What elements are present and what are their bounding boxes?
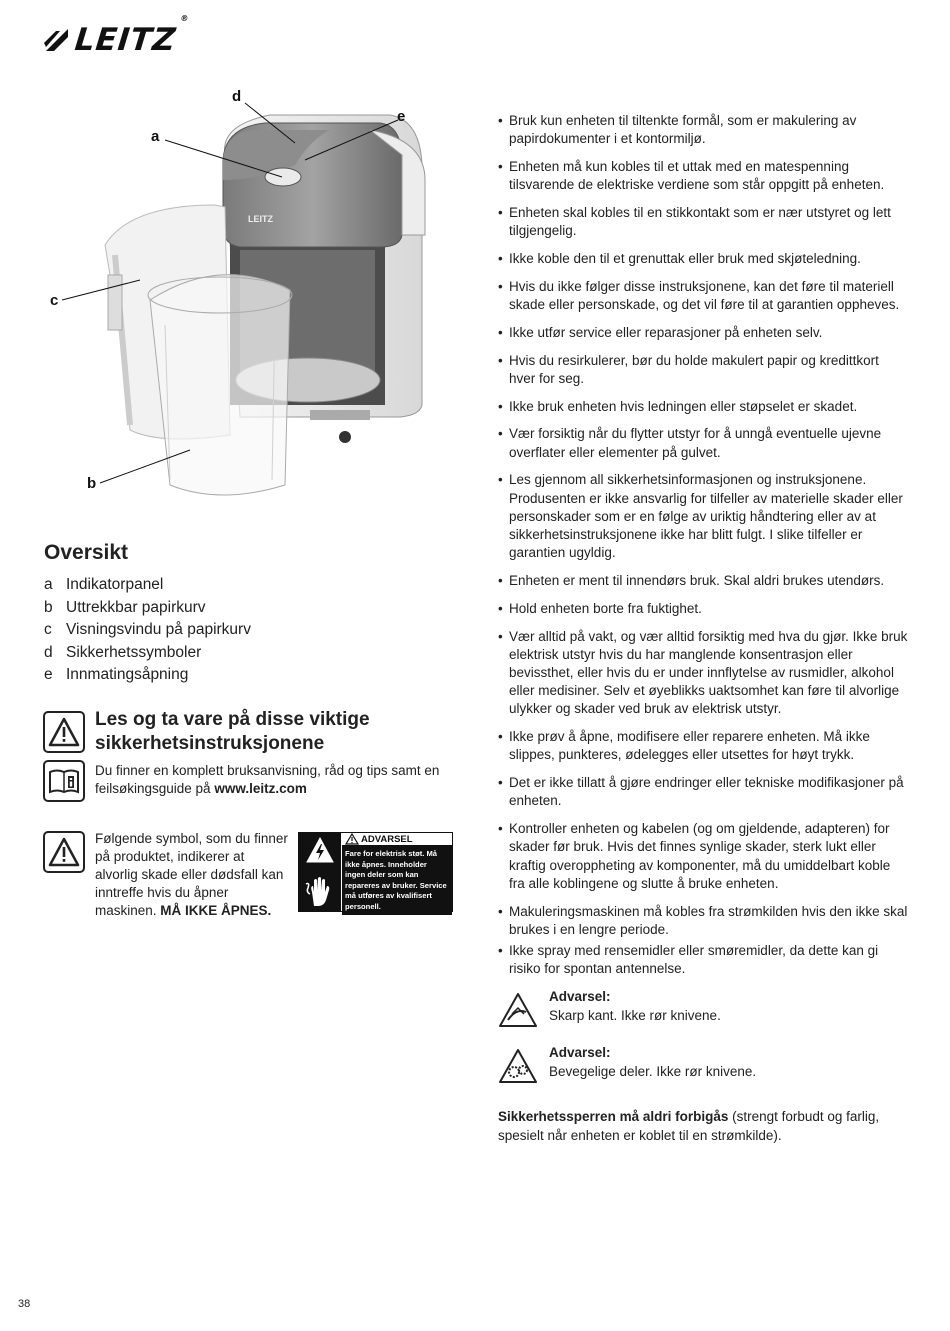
label-body: Fare for elektrisk støt. Må ikke åpnes. Inneholder ingen deler som kan repareres av bruker. Service må utføres av kvalifisert personell.: [342, 846, 452, 915]
read-manual-icon: [43, 760, 85, 802]
bullet-item: • Hvis du resirkulerer, bør du holde makulert papir og kredittkort hver for seg.: [498, 352, 908, 388]
shredder-drawing: [40, 85, 470, 505]
overview-list: [44, 574, 251, 687]
interlock-note: Sikkerhetssperren må aldri forbigås (strengt forbudt og farlig, spesielt når enheten er koblet til en strømkilde).: [498, 1109, 880, 1143]
safety-bullets: [498, 112, 908, 978]
leitz-logo-mark-icon: [42, 25, 72, 55]
safety-heading: Les og ta vare på disse viktige sikkerhetsinstruksjonene: [95, 709, 370, 754]
bullet-item: • Ikke utfør service eller reparasjoner på enheten selv.: [498, 324, 908, 342]
symbol-text: Følgende symbol, som du finner på produktet, indikerer at alvorlig skade eller dødsfall kan inntreffe hvis du åpner maskinen. MÅ IKKE ÅPNES.: [95, 831, 288, 918]
bullet-item: • Vær alltid på vakt, og vær alltid forsiktig med hva du gjør. Ikke bruk elektrisk utstyr hvis du har manglende konsentrasjon eller bevissthet, eller hvis du er under innflytelse av rusmidler, alkohol eller medisiner. Selv et øyeblikks uaktsomhet kan føre til alvorlige ulykker og skader ved bruk av elektrisk utstyr.: [498, 628, 908, 719]
callout-a: a: [151, 128, 160, 145]
callout-b: b: [87, 475, 97, 492]
overview-title: Oversikt: [44, 541, 129, 564]
warning-triangle-icon: [43, 831, 85, 873]
bullet-item: • Enheten skal kobles til en stikkontakt som er nær utstyret og lett tilgjengelig.: [498, 204, 908, 240]
bullet-item: • Ikke spray med rensemidler eller smøremidler, da dette kan gi risiko for spontan antennelse.: [498, 942, 908, 978]
bullet-item: • Vær forsiktig når du flytter utstyr for å unngå eventuelle ujevne overflater eller elementer på gulvet.: [498, 425, 908, 461]
electric-shock-icon: [305, 836, 335, 864]
leitz-logo: [42, 14, 190, 58]
overview-item: a Indikatorpanel: [44, 576, 164, 593]
bullet-item: • Bruk kun enheten til tiltenkte formål, som er makulering av papirdokumenter i et kontormiljø.: [498, 112, 908, 148]
callout-e: e: [397, 108, 406, 125]
overview-item: e Innmatingsåpning: [44, 666, 189, 684]
bullet-item: • Ikke prøv å åpne, modifisere eller reparere enheten. Må ikke slippes, punkteres, ødelegges eller utsettes for høyt trykk.: [498, 728, 908, 764]
small-warning-icon: [345, 833, 359, 845]
advarsel-label: [298, 832, 453, 912]
bullet-item: • Kontroller enheten og kabelen (og om gjeldende, adapteren) for skader før bruk. Hvis det finnes synlige skader, sterk lukt eller kraftig overoppheting av komponenter, må du umiddelbart koble fra alle koblingene og slutte å bruke enheten.: [498, 820, 908, 893]
bullet-item: • Enheten er ment til innendørs bruk. Skal aldri brukes utendørs.: [498, 572, 908, 590]
moving-parts-icon: [498, 1048, 538, 1084]
bullet-item: • Makuleringsmaskinen må kobles fra strømkilden hvis den ikke skal brukes i en lengre periode.: [498, 903, 908, 939]
page-number: 38: [18, 1298, 31, 1310]
overview-item: b Uttrekkbar papirkurv: [44, 598, 206, 616]
overview-item: c Visningsvindu på papirkurv: [44, 621, 251, 639]
warning-triangle-icon: [43, 711, 85, 753]
hand-warning-icon: [304, 874, 336, 908]
manual-text: Du finner en komplett bruksanvisning, råd og tips samt en feilsøkingsguide på www.leitz.com: [95, 763, 440, 796]
bullet-item: • Ikke bruk enheten hvis ledningen eller støpselet er skadet.: [498, 398, 908, 416]
moving-parts-warning: Advarsel: Bevegelige deler. Ikke rør knivene.: [498, 1044, 908, 1090]
callout-d: d: [232, 88, 242, 105]
callout-c: c: [50, 292, 59, 309]
shredder-illustration: [40, 85, 470, 505]
bullet-item: • Ikke koble den til et grenuttak eller bruk med skjøteledning.: [498, 250, 908, 268]
label-head: ADVARSEL: [342, 833, 452, 846]
bullet-item: • Det er ikke tillatt å gjøre endringer eller tekniske modifikasjoner på enheten.: [498, 774, 908, 810]
logo-text: LEITZ®: [73, 14, 190, 58]
sharp-edge-icon: [498, 992, 538, 1028]
sharp-edge-warning: Advarsel: Skarp kant. Ikke rør knivene.: [498, 988, 908, 1034]
bullet-item: • Enheten må kun kobles til et uttak med en matespenning tilsvarende de elektriske verdiene som står oppgitt på enheten.: [498, 158, 908, 194]
right-column: [498, 112, 908, 1145]
overview-item: d Sikkerhetssymboler: [44, 643, 202, 661]
label-icons: [299, 833, 342, 911]
device-logo: LEITZ: [248, 214, 273, 224]
bullet-item: • Hvis du ikke følger disse instruksjonene, kan det føre til materiell skade eller personskade, og det vil føre til at garantien oppheves.: [498, 278, 908, 314]
leitz-website-link[interactable]: www.leitz.com: [214, 781, 307, 796]
bullet-item: • Hold enheten borte fra fuktighet.: [498, 600, 908, 618]
bullet-item: • Les gjennom all sikkerhetsinformasjonen og instruksjonene. Produsenten er ikke ansvarlig for tilfeller av materielle skader eller personskader som er en følge av uriktig håndtering eller av at sikkerhetsinstruksjonene ikke har blitt fulgt. I slike tilfeller er garantien ugyldig.: [498, 471, 908, 562]
